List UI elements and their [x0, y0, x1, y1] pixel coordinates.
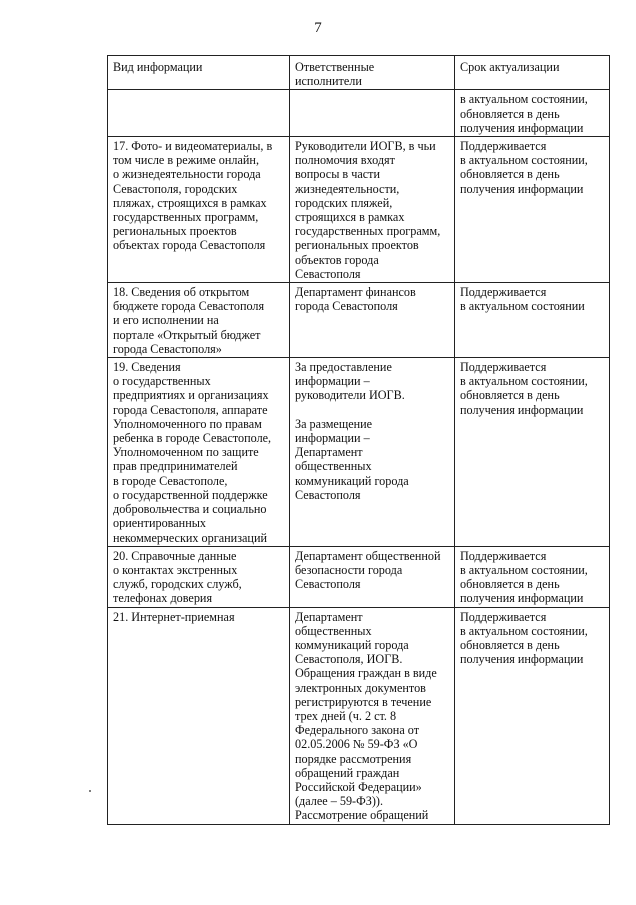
- cell-responsible: Департамент общественной безопасности города Севастополя: [290, 546, 455, 607]
- header-responsible: Ответственные исполнители: [290, 56, 455, 90]
- cell-info-type: 20. Справочные данные о контактах экстренных служб, городских служб, телефонах доверия: [108, 546, 290, 607]
- table-row: [108, 358, 610, 547]
- header-info-type: Вид информации: [108, 56, 290, 90]
- cell-responsible: За предоставление информации – руководители ИОГВ. За размещение информации – Департамент общественных коммуникаций города Севастополя: [290, 358, 455, 547]
- cell-deadline: Поддерживается в актуальном состоянии, обновляется в день получения информации: [455, 137, 610, 283]
- table-row: [108, 283, 610, 358]
- cell-responsible: Руководители ИОГВ, в чьи полномочия входят вопросы в части жизнедеятельности, городских пляжей, строящихся в рамках государственных программ, региональных проектов объектов города Севастополя: [290, 137, 455, 283]
- cell-responsible: Департамент финансов города Севастополя: [290, 283, 455, 358]
- cell-info-type: 19. Сведения о государственных предприятиях и организациях города Севастополя, аппарате Уполномоченного по правам ребенка в городе Севастополе, Уполномоченном по защите прав предпринимателей в городе Севастополе, о государственной поддержке добровольчества и социально ориентированных некоммерческих организаций: [108, 358, 290, 547]
- cell-deadline: Поддерживается в актуальном состоянии: [455, 283, 610, 358]
- cell-deadline: Поддерживается в актуальном состоянии, обновляется в день получения информации: [455, 607, 610, 824]
- scan-speck: [89, 790, 91, 792]
- table-row: [108, 90, 610, 137]
- cell-responsible: Департамент общественных коммуникаций города Севастополя, ИОГВ. Обращения граждан в виде электронных документов регистрируются в течение трех дней (ч. 2 ст. 8 Федерального закона от 02.05.2006 № 59-ФЗ «О порядке рассмотрения обращений граждан Российской Федерации» (далее – 59-ФЗ)). Рассмотрение обращений: [290, 607, 455, 824]
- table-row: [108, 137, 610, 283]
- table-header-row: [108, 56, 610, 90]
- cell-responsible: [290, 90, 455, 137]
- cell-info-type: 17. Фото- и видеоматериалы, в том числе в режиме онлайн, о жизнедеятельности города Севастополя, городских пляжах, строящихся в рамках государственных программ, региональных проектов объектах города Севастополя: [108, 137, 290, 283]
- header-deadline: Срок актуализации: [455, 56, 610, 90]
- cell-deadline: в актуальном состоянии, обновляется в день получения информации: [455, 90, 610, 137]
- cell-deadline: Поддерживается в актуальном состоянии, обновляется в день получения информации: [455, 358, 610, 547]
- table-row: [108, 607, 610, 824]
- table-row: [108, 546, 610, 607]
- cell-info-type: [108, 90, 290, 137]
- page-number: 7: [314, 20, 322, 36]
- cell-info-type: 18. Сведения об открытом бюджете города Севастополя и его исполнении на портале «Открытый бюджет города Севастополя»: [108, 283, 290, 358]
- cell-info-type: 21. Интернет-приемная: [108, 607, 290, 824]
- info-table: [107, 55, 610, 825]
- cell-deadline: Поддерживается в актуальном состоянии, обновляется в день получения информации: [455, 546, 610, 607]
